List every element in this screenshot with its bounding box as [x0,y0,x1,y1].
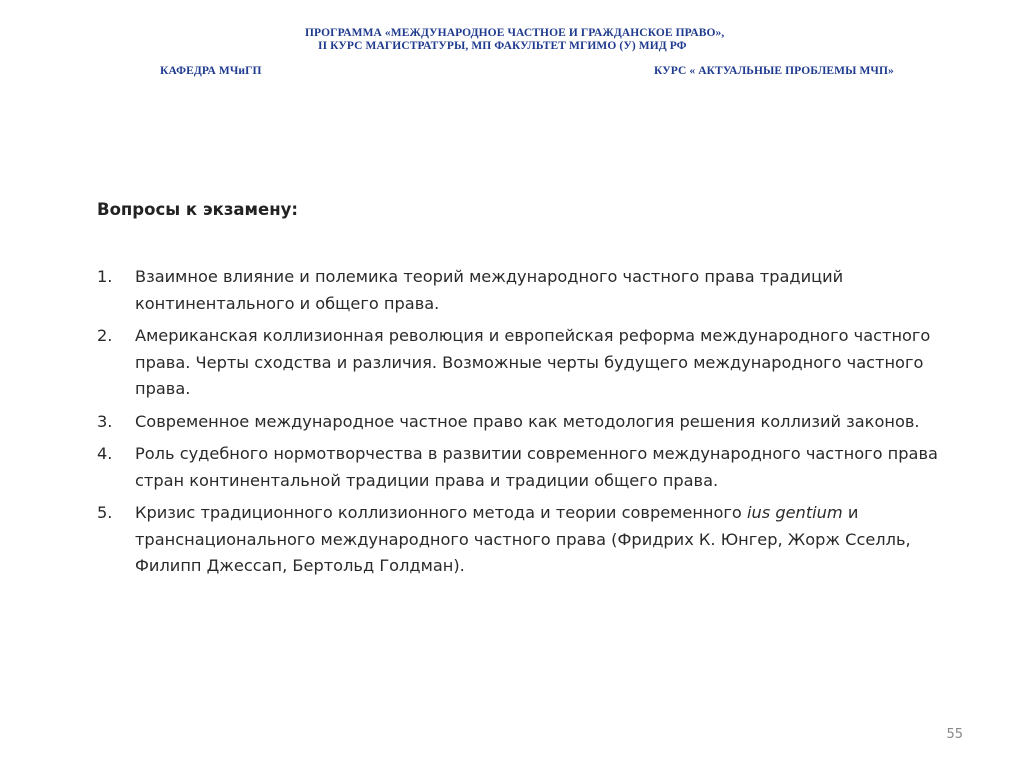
question-number: 5. [97,503,113,522]
question-item [97,264,977,317]
question-text: Взаимное влияние и полемика теорий международного частного права традиций континентального и общего права. [135,267,844,313]
question-text-italic: ius gentium [746,503,843,522]
program-title-line-1: ПРОГРАММА «МЕЖДУНАРОДНОЕ ЧАСТНОЕ И ГРАЖДАНСКОЕ ПРАВО», [305,27,725,39]
department-label: КАФЕДРА МЧиГП [160,65,262,77]
question-text: Американская коллизионная революция и европейская реформа международного частного права. Черты сходства и различия. Возможные черты будущего международного частного права. [135,326,931,398]
question-item [97,441,977,494]
question-text-end: и транснационального международного частного права (Фридрих К. Юнгер, Жорж Сселль, Филипп Джессап, Бертольд Голдман). [135,503,911,575]
question-item [97,323,977,403]
question-number: 4. [97,444,113,463]
question-number: 2. [97,326,113,345]
course-label: КУРС « АКТУАЛЬНЫЕ ПРОБЛЕМЫ МЧП» [654,65,894,77]
question-text [135,500,977,580]
exam-questions-heading: Вопросы к экзамену: [97,200,298,219]
program-title-line-2: II КУРС МАГИСТРАТУРЫ, МП ФАКУЛЬТЕТ МГИМО (У) МИД РФ [318,40,687,52]
question-text: Роль судебного нормотворчества в развитии современного международного частного права стран континентальной традиции права и традиции общего права. [135,444,938,490]
page-number: 55 [946,727,963,742]
question-number: 1. [97,267,113,286]
question-item [97,409,977,436]
question-text-start: Кризис традиционного коллизионного метода и теории современного [135,503,747,522]
exam-questions-list [97,264,977,586]
question-text: Современное международное частное право как методология решения коллизий законов. [135,411,920,431]
question-number: 3. [97,411,113,431]
question-item [97,500,977,580]
